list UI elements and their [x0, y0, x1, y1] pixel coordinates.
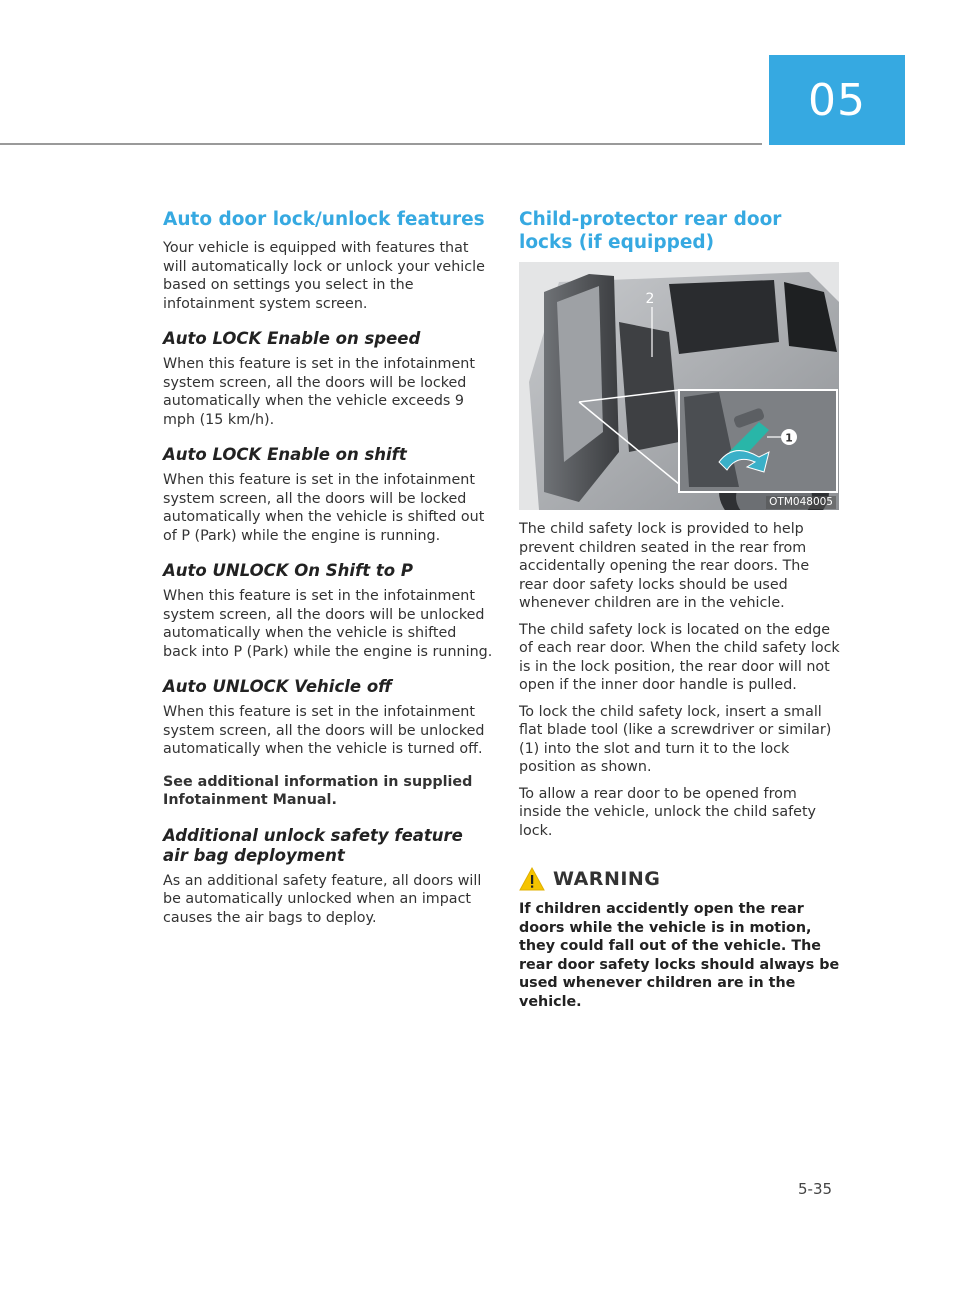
- infotainment-note: See additional information in supplied Infotainment Manual.: [163, 773, 473, 808]
- child-lock-para-4: To allow a rear door to be opened from inside the vehicle, unlock the child safety lock.: [519, 785, 817, 839]
- airbag-unlock-body: As an additional safety feature, all doors will be automatically unlocked when an impact causes the air bags to deploy.: [163, 872, 482, 926]
- callout-2-label: 2: [645, 291, 655, 307]
- left-column: [163, 208, 493, 935]
- item-4-body: When this feature is set in the infotainment system screen, all the doors will be unlocked automatically when the vehicle is turned off.: [163, 704, 485, 757]
- header-rule: [0, 143, 762, 145]
- page-number: 5-35: [798, 1180, 833, 1198]
- child-lock-para-2: The child safety lock is located on the edge of each rear door. When the child safety lock is in the lock position, the rear door will not open if the inner door handle is pulled.: [519, 621, 840, 693]
- item-2-body: When this feature is set in the infotainment system screen, all the doors will be locked automatically when the vehicle is shifted out of P (Park) while the engine is running.: [163, 472, 485, 544]
- item-1-title: Auto LOCK Enable on speed: [163, 329, 421, 348]
- item-2-title: Auto LOCK Enable on shift: [163, 445, 407, 464]
- item-3-title: Auto UNLOCK On Shift to P: [163, 561, 413, 580]
- child-lock-para-1: The child safety lock is provided to help prevent children seated in the rear from accidentally opening the rear doors. The rear door safety locks should be used whenever children are in the vehicle.: [519, 521, 810, 611]
- warning-label: WARNING: [553, 868, 661, 890]
- auto-lock-heading: Auto door lock/unlock features: [163, 209, 485, 230]
- rear-door-illustration: [519, 262, 839, 510]
- item-4-title: Auto UNLOCK Vehicle off: [163, 677, 392, 696]
- figure-code: OTM048005: [766, 496, 836, 509]
- auto-lock-intro: Your vehicle is equipped with features that will automatically lock or unlock your vehicle based on settings you select in the infotainment system screen.: [163, 240, 485, 312]
- item-1-body: When this feature is set in the infotainment system screen, all the doors will be locked automatically when the vehicle exceeds 9 mph (15 km/h).: [163, 356, 475, 428]
- warning-body: If children accidently open the rear doors while the vehicle is in motion, they could fall out of the vehicle. The rear door safety locks should always be used whenever children are in the vehicle.: [519, 901, 840, 1010]
- right-column: [519, 208, 841, 1019]
- warning-header: [519, 866, 841, 892]
- item-3-body: When this feature is set in the infotainment system screen, all the doors will be unlocked automatically when the vehicle is shifted back into P (Park) while the engine is running.: [163, 588, 493, 660]
- chapter-number: 05: [808, 74, 866, 126]
- child-lock-para-3: To lock the child safety lock, insert a small flat blade tool (like a screwdriver or similar) (1) into the slot and turn it to the lock position as shown.: [519, 703, 832, 775]
- airbag-unlock-title: Additional unlock safety feature air bag deployment: [163, 825, 463, 865]
- callout-1-label: 1: [785, 431, 793, 445]
- child-lock-heading: Child-protector rear door locks (if equipped): [519, 209, 782, 253]
- warning-triangle-icon: [519, 866, 545, 892]
- chapter-tab: [769, 55, 905, 145]
- child-lock-figure: [519, 262, 839, 510]
